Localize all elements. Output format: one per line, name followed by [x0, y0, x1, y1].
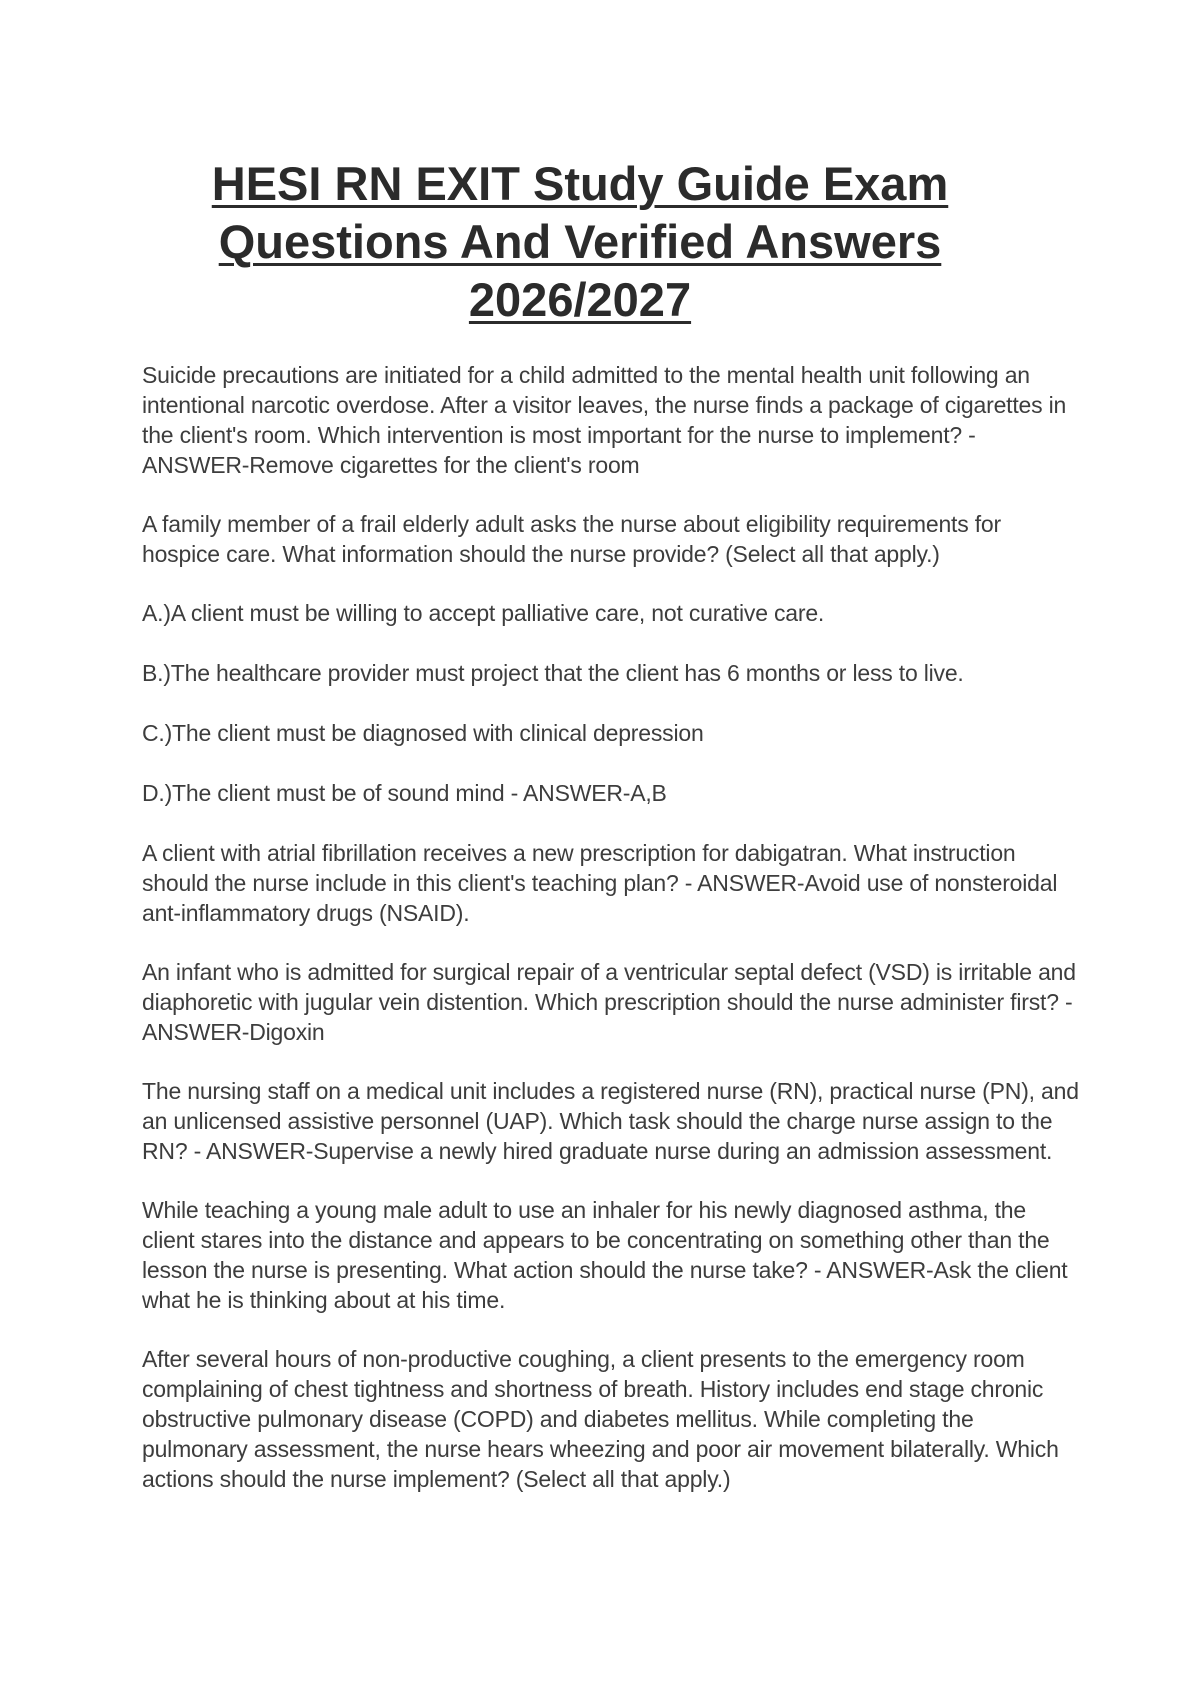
answer-option: C.)The client must be diagnosed with clinical depression: [142, 720, 704, 746]
question-paragraph: After several hours of non-productive coughing, a client presents to the emergency room complaining of chest tightness and shortness of breath. History includes end stage chronic obstructive pulmonary disease (COPD) and diabetes mellitus. While completing the pulmonary assessment, the nurse hears wheezing and poor air movement bilaterally. Which actions should the nurse implement? (Select all that apply.): [142, 1346, 1059, 1492]
question-paragraph: A client with atrial fibrillation receives a new prescription for dabigatran. What instruction should the nurse include in this client's teaching plan? - ANSWER-Avoid use of nonsteroidal ant-inflammatory drugs (NSAID).: [142, 840, 1058, 926]
question-paragraph: The nursing staff on a medical unit includes a registered nurse (RN), practical nurse (PN), and an unlicensed assistive personnel (UAP). Which task should the charge nurse assign to the RN? - ANSWER-Supervise a newly hired graduate nurse during an admission assessment.: [142, 1078, 1079, 1164]
title-line-text: 2026/2027: [468, 273, 692, 326]
document-body: [142, 360, 1082, 1523]
title-line-text: HESI RN EXIT Study Guide Exam: [211, 157, 949, 210]
title-line: [150, 213, 1010, 271]
question-paragraph: While teaching a young male adult to use an inhaler for his newly diagnosed asthma, the client stares into the distance and appears to be concentrating on something other than the lesson the nurse is presenting. What action should the nurse take? - ANSWER-Ask the client what he is thinking about at his time.: [142, 1197, 1068, 1313]
question-paragraph: Suicide precautions are initiated for a child admitted to the mental health unit following an intentional narcotic overdose. After a visitor leaves, the nurse finds a package of cigarettes in the client's room. Which intervention is most important for the nurse to implement? - ANSWER-Remove cigarettes for the client's room: [142, 362, 1067, 478]
title-line: [150, 155, 1010, 213]
document-title: [150, 155, 1010, 329]
title-line-text: Questions And Verified Answers: [218, 215, 942, 268]
answer-option: A.)A client must be willing to accept palliative care, not curative care.: [142, 600, 825, 626]
answer-option: D.)The client must be of sound mind - ANSWER-A,B: [142, 780, 667, 806]
title-line: [150, 271, 1010, 329]
question-paragraph: An infant who is admitted for surgical repair of a ventricular septal defect (VSD) is irritable and diaphoretic with jugular vein distention. Which prescription should the nurse administer first? - ANSWER-Digoxin: [142, 959, 1076, 1045]
answer-option: B.)The healthcare provider must project that the client has 6 months or less to live.: [142, 660, 964, 686]
question-paragraph: A family member of a frail elderly adult asks the nurse about eligibility requirements for hospice care. What information should the nurse provide? (Select all that apply.): [142, 511, 1001, 567]
